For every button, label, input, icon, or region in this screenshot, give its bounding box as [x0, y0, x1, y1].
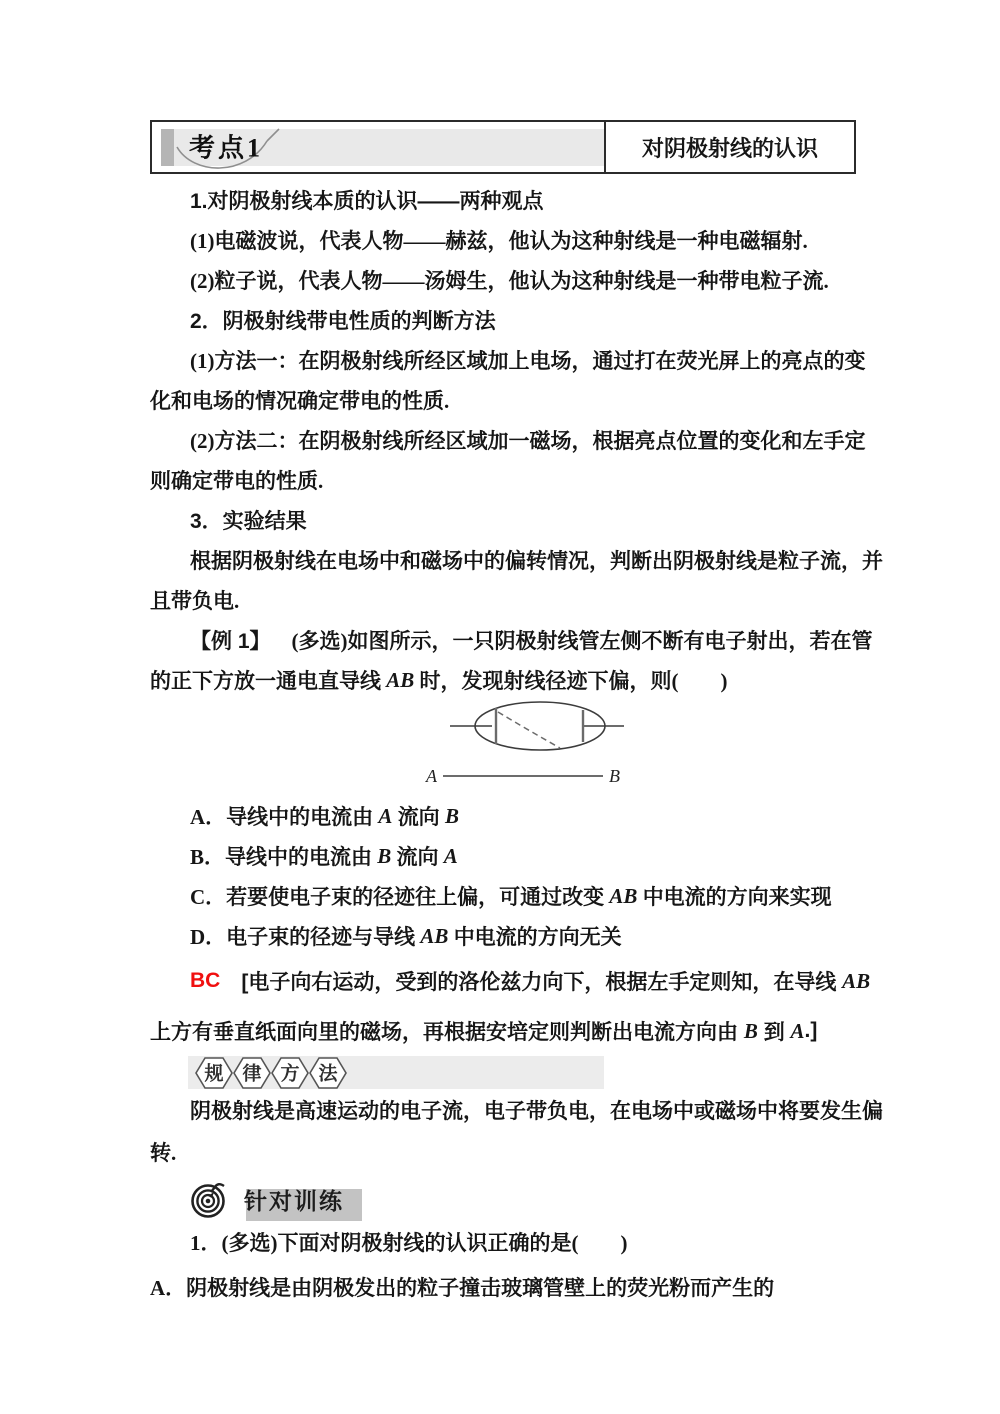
options-list	[150, 796, 856, 956]
text-segment: .]	[804, 1019, 818, 1042]
text-segment: 化和电场的情况确定带电的性质.	[150, 389, 450, 413]
text-segment: 转.	[150, 1141, 177, 1165]
section-title-cell	[606, 122, 854, 172]
text-segment: B．导线中的电流由	[190, 845, 378, 869]
text-segment: B	[444, 803, 459, 828]
text-segment: 中电流的方向来实现	[637, 885, 832, 909]
text-segment: 流向	[392, 805, 445, 829]
text-line	[150, 380, 856, 420]
text-segment: 阴极射线是高速运动的电子流，电子带负电，在电场中或磁场中将要发生偏	[190, 1099, 883, 1123]
text-segment: A	[790, 1018, 805, 1043]
targeted-training-badge	[150, 1181, 856, 1219]
text-line	[150, 180, 856, 220]
target-icon	[190, 1181, 228, 1219]
rule-char: 方	[280, 1063, 300, 1085]
figure-block	[150, 700, 856, 796]
text-segment: 的正下方放一通电直导线	[150, 669, 387, 693]
text-segment: 且带负电.	[150, 589, 240, 613]
text-line	[150, 220, 856, 260]
text-segment: AB	[842, 968, 871, 993]
text-segment: [电子向右运动，受到的洛伦兹力向下，根据左手定则知，在导线	[220, 971, 843, 994]
text-segment: (1)方法一：在阴极射线所经区域加上电场，通过打在荧光屏上的亮点的变	[190, 349, 866, 373]
text-line	[150, 1006, 856, 1056]
text-segment: 中电流的方向无关	[448, 925, 622, 949]
deflected-ray-dashed	[498, 712, 560, 748]
text-line	[150, 1264, 856, 1309]
text-segment: A．导线中的电流由	[190, 805, 379, 829]
answer-section	[150, 956, 871, 1056]
hexagon-chars	[194, 1053, 364, 1093]
text-line	[150, 836, 856, 876]
text-segment: 3．实验结果	[190, 510, 307, 533]
text-segment: B	[377, 843, 392, 868]
rule-text	[150, 1089, 883, 1173]
text-segment: 【例 1】	[190, 630, 271, 653]
text-line	[150, 580, 856, 620]
text-segment: (多选)如图所示，一只阴极射线管左侧不断有电子射出，若在管	[270, 629, 873, 653]
text-line	[150, 540, 883, 580]
text-segment: A	[378, 803, 393, 828]
text-segment: AB	[386, 667, 415, 692]
text-segment: (1)电磁波说，代表人物——赫兹，他认为这种射线是一种电磁辐射.	[190, 229, 808, 253]
rule-char: 律	[242, 1063, 262, 1085]
rule-char: 规	[204, 1063, 224, 1085]
text-segment: (2)粒子说，代表人物——汤姆生，他认为这种射线是一种带电粒子流.	[190, 269, 829, 293]
text-segment: 到	[757, 1021, 791, 1044]
text-line	[150, 340, 866, 380]
text-line	[150, 660, 856, 700]
wire-label-a: A	[426, 766, 437, 786]
text-segment: A．阴极射线是由阴极发出的粒子撞击玻璃管壁上的荧光粉而产生的	[150, 1275, 775, 1300]
body-section	[150, 180, 883, 700]
text-line	[150, 956, 871, 1006]
text-segment: AB	[609, 883, 638, 908]
text-segment: (2)方法二：在阴极射线所经区域加一磁场，根据亮点位置的变化和左手定	[190, 429, 866, 453]
wire-label-b: B	[609, 766, 620, 786]
text-segment: D．电子束的径迹与导线	[190, 925, 421, 949]
section-title: 对阴极射线的认识	[641, 135, 818, 161]
text-line	[150, 1219, 856, 1264]
text-line	[150, 1131, 856, 1173]
text-segment: 流向	[391, 845, 444, 869]
exam-point-label: 考点1	[189, 132, 264, 162]
text-line	[150, 916, 856, 956]
text-line	[150, 460, 856, 500]
text-segment: AB	[420, 923, 449, 948]
targeted-training-label: 针对训练	[238, 1182, 354, 1218]
text-line	[150, 420, 866, 460]
text-segment: B	[743, 1018, 758, 1043]
text-segment: 时，发现射线径迹下偏，则( )	[414, 669, 728, 693]
answer-letters: BC	[190, 969, 221, 992]
text-segment: 2．阴极射线带电性质的判断方法	[190, 310, 496, 333]
text-line	[150, 796, 856, 836]
text-segment: 上方有垂直纸面向里的磁场，再根据安培定则判断出电流方向由	[150, 1021, 744, 1044]
text-line	[150, 1089, 883, 1131]
exam-point-cell	[152, 122, 606, 172]
text-line	[150, 260, 856, 300]
text-segment: C．若要使电子束的径迹往上偏，可通过改变	[190, 885, 610, 909]
text-segment: 则确定带电的性质.	[150, 469, 324, 493]
text-segment: A	[443, 843, 458, 868]
exam-point-bar	[161, 129, 604, 166]
text-segment: 1.对阴极射线本质的认识——两种观点	[190, 190, 544, 213]
cathode-ray-tube-figure	[150, 700, 856, 796]
text-segment: 1．(多选)下面对阴极射线的认识正确的是( )	[190, 1230, 628, 1255]
rule-method-badge	[188, 1056, 604, 1089]
document-content	[150, 120, 883, 1309]
training-section	[150, 1219, 856, 1309]
text-segment: 根据阴极射线在电场中和磁场中的偏转情况，判断出阴极射线是粒子流，并	[190, 549, 883, 573]
text-line	[150, 300, 856, 340]
rule-char: 法	[318, 1063, 338, 1085]
text-line	[150, 500, 856, 540]
text-line	[150, 876, 856, 916]
text-line	[150, 620, 873, 660]
exam-point-header	[150, 120, 856, 174]
